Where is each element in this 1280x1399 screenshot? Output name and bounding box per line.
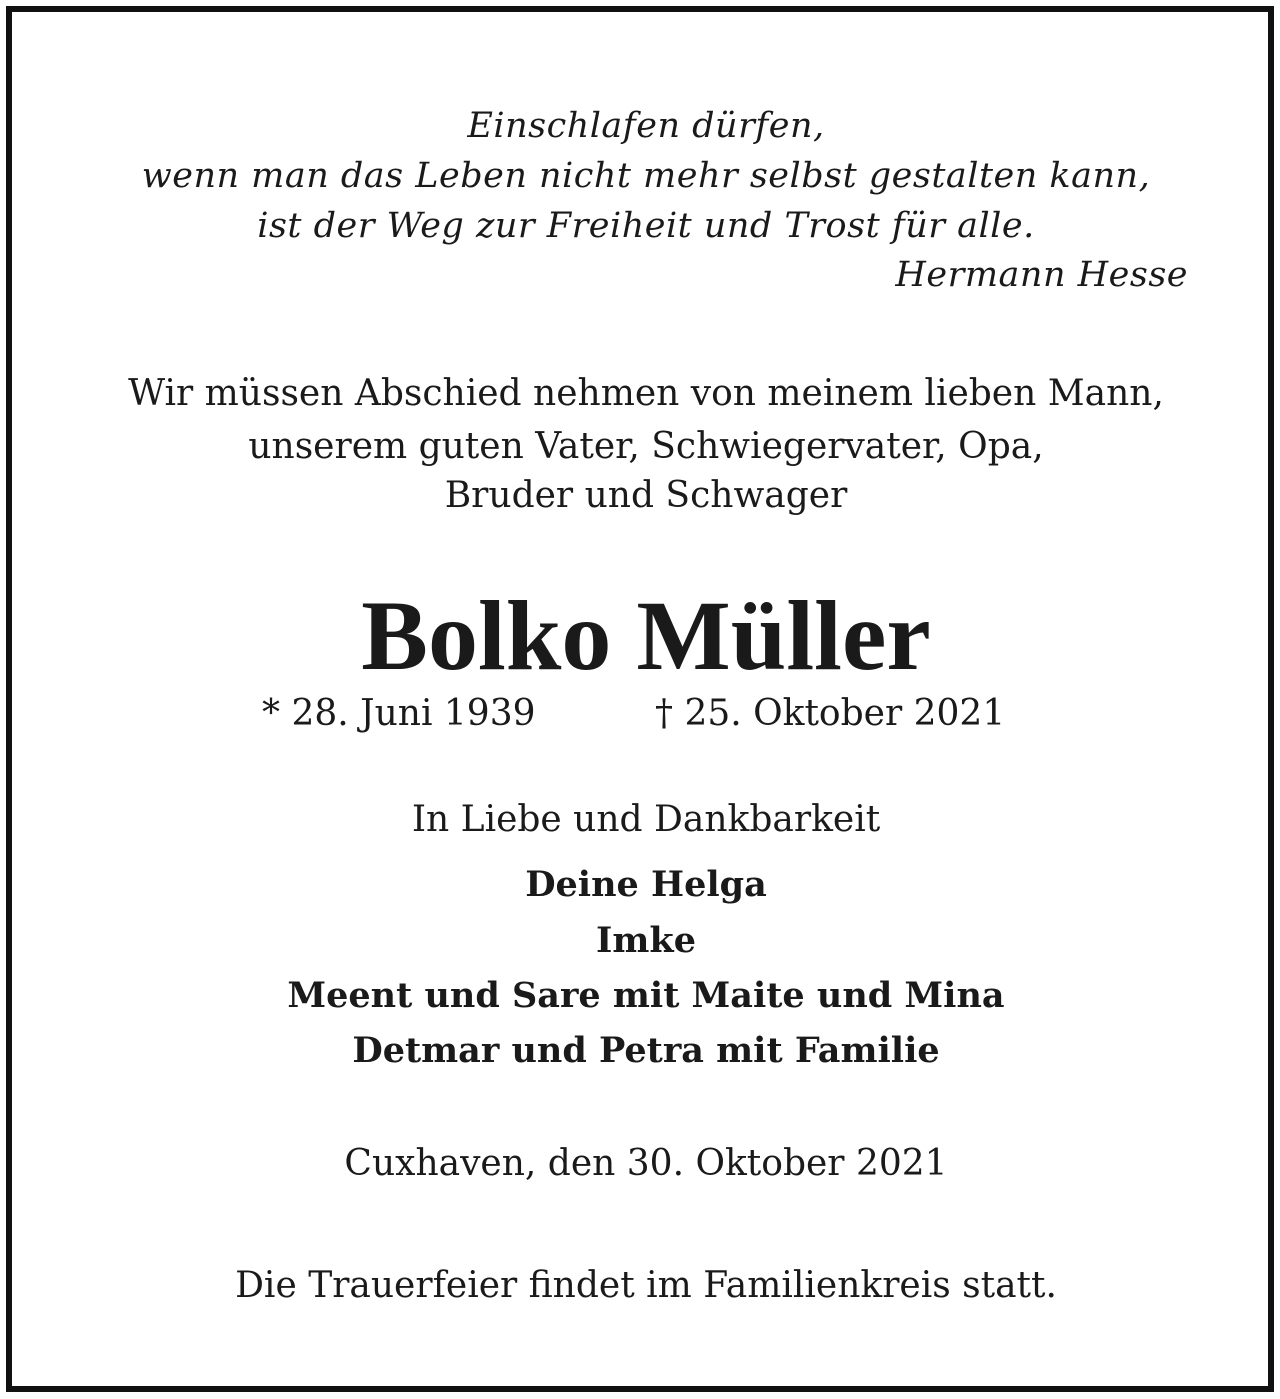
place-and-date: Cuxhaven, den 30. Oktober 2021 (344, 1143, 948, 1184)
obituary-frame (6, 6, 1274, 1392)
closing-phrase: In Liebe und Dankbarkeit (411, 799, 881, 840)
quote-line-1: Einschlafen dürfen, (467, 106, 825, 146)
quote-line-3: ist der Weg zur Freiheit und Trost für alle. (257, 206, 1035, 246)
family-member: Meent und Sare mit Maite und Mina (287, 975, 1005, 1016)
quote-author: Hermann Hesse (895, 255, 1188, 295)
quote-line-2: wenn man das Leben nicht mehr selbst gestalten kann, (141, 156, 1151, 196)
intro-line-1: Wir müssen Abschied nehmen von meinem lieben Mann, (128, 373, 1164, 414)
family-member: Deine Helga (525, 864, 767, 905)
intro-line-2: unserem guten Vater, Schwiegervater, Opa, (248, 426, 1044, 467)
family-member: Detmar und Petra mit Familie (352, 1030, 940, 1071)
deceased-name: Bolko Müller (361, 580, 931, 691)
ceremony-note: Die Trauerfeier findet im Familienkreis statt. (235, 1265, 1057, 1306)
birth-date: * 28. Juni 1939 (262, 693, 536, 734)
intro-line-3: Bruder und Schwager (444, 475, 848, 516)
death-date: † 25. Oktober 2021 (655, 693, 1006, 734)
family-member: Imke (596, 920, 696, 961)
